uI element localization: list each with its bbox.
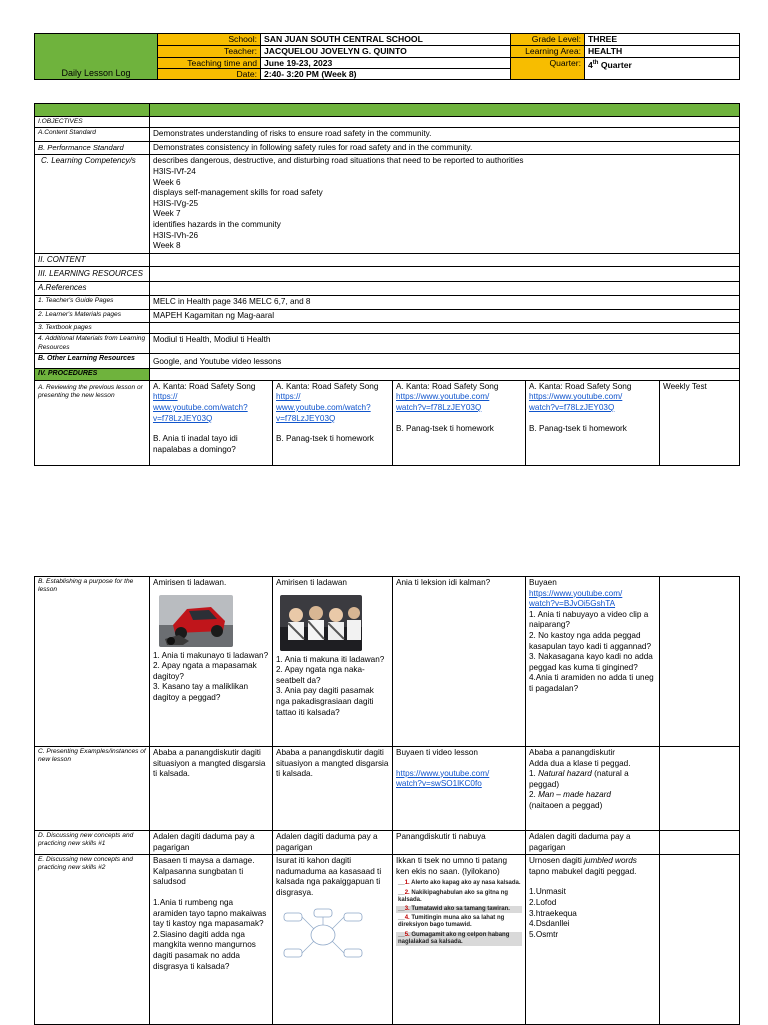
video-link[interactable]: watch?v=BJvOi5GshTA (529, 599, 616, 609)
establishing-question: 3. Nakasagana kayo kadi no adda peggad kas kuma ti gingined? (529, 652, 653, 672)
table-header-right (150, 104, 740, 117)
competency-value (150, 155, 740, 253)
school-label: School: (158, 34, 261, 46)
discussing2-instruction: Isurat iti kahon dagiti nadumaduma aa kasasaad ti kalsada nga pakaiggapuan ti disgrasya. (276, 856, 382, 897)
establishing-monday (150, 577, 273, 747)
discussing2-monday (150, 855, 273, 1025)
discussing1-thursday: Adalen dagiti daduma pay a pagarigan (526, 831, 660, 855)
tg-value: MELC in Health page 346 MELC 6,7, and 8 (150, 295, 740, 309)
concept-map-diagram (282, 907, 366, 963)
content-standard-value: Demonstrates understanding of risks to ensure road safety in the community. (150, 128, 740, 142)
hazard-name: Man – made hazard (538, 790, 611, 800)
song-title: A. Kanta: Road Safety Song (529, 381, 632, 391)
lesson-table-page1 (34, 103, 740, 466)
hazard-type: 1. Natural hazard (natural a peggad) (529, 769, 629, 789)
song-link[interactable]: v=f78LzJEY03Q (276, 413, 336, 423)
discussing2-instruction: Ikkan ti tsek no umno ti patang ken ekis no saan. (Iyilokano) (396, 856, 508, 876)
grade-label: Grade Level: (511, 34, 585, 46)
establishing-tuesday (273, 577, 393, 747)
lesson-table-page2 (34, 576, 740, 1025)
learning-resources-label: III. LEARNING RESOURCES (35, 267, 150, 282)
content-label: II. CONTENT (35, 253, 150, 267)
date-label: Date: (158, 69, 261, 80)
textbook-label: 3. Textbook pages (35, 323, 150, 334)
table-header-left (35, 104, 150, 117)
reviewing-label: A. Reviewing the previous lesson or presenting the new lesson (35, 380, 150, 465)
jumbled-word: 5.Osmtr (529, 929, 559, 939)
area-label: Learning Area: (511, 46, 585, 58)
teacher-label: Teacher: (158, 46, 261, 58)
tg-label: 1. Teacher's Guide Pages (35, 295, 150, 309)
competency-line: describes dangerous, destructive, and disturbing road situations that need to be reported to authorities (153, 156, 524, 166)
presenting-tuesday: Ababa a panangdiskutir dagiti situasiyon a mangted disgarsia ti kalsada. (273, 747, 393, 831)
content-standard-label: A.Content Standard (35, 128, 150, 142)
quarter-number: 4 (588, 59, 593, 70)
references-label: A.References (35, 282, 150, 296)
establishing-thursday (526, 577, 660, 747)
reviewing-wednesday (393, 380, 526, 465)
homework-check: B. Panag-tsek ti homework (396, 423, 494, 433)
performance-standard-label: B. Performance Standard (35, 141, 150, 155)
date-value: June 19-23, 2023 (261, 58, 511, 69)
song-link[interactable]: https:// (153, 392, 178, 402)
establishing-question: 4.Ania ti aramiden no adda ti uneg ti pagadalan? (529, 673, 654, 693)
reviewing-thursday (526, 380, 660, 465)
discussing2-instruction (529, 856, 656, 877)
jumbled-word: 2.Lofod (529, 897, 557, 907)
performance-standard-value: Demonstrates consistency in following safety rules for road safety and in the community. (150, 141, 740, 155)
establishing-friday (660, 577, 740, 747)
area-value: HEALTH (585, 46, 740, 58)
quarter-word: Quarter (598, 59, 632, 70)
instruction-part: tapno mabukel dagiti peggad. (529, 866, 637, 876)
presenting-thursday (526, 747, 660, 831)
learning-resources-value (150, 267, 740, 282)
competency-label: C. Learning Competency/s (35, 155, 150, 253)
other-resources-label: B. Other Learning Resources (35, 353, 150, 369)
time-label: Teaching time and (158, 58, 261, 69)
establishing-question: 3. Ania pay dagiti pasamak nga pakadisgrasiaan dagiti tattao iti kalsada? (276, 686, 374, 717)
dll-title: Daily Lesson Log (61, 68, 131, 78)
hazard-desc: (natural a peggad) (529, 769, 629, 789)
competency-line: H3IS-IVf-24 (153, 166, 196, 176)
discussing2-tuesday (273, 855, 393, 1025)
school-value: SAN JUAN SOUTH CENTRAL SCHOOL (261, 34, 511, 46)
establishing-question: 3. Kasano tay a maliklikan dagitoy a peggad? (153, 682, 249, 702)
discussing2-question: 2.Siasino dagiti adda nga mangkita wenno mangurnos dagiti pasamak no adda disgrasya ti kalsada? (153, 929, 256, 971)
video-link[interactable]: watch?v=swSO1lKC0fo (396, 779, 482, 789)
discussing2-label: E. Discussing new concepts and practicing new skills #2 (35, 855, 150, 1025)
establishing-title: Amirisen ti ladawan (276, 578, 347, 587)
establishing-text: Ania ti leksion idi kalman? (396, 578, 491, 587)
seatbelt-children-image (280, 595, 362, 651)
discussing2-wednesday (393, 855, 526, 1025)
hazard-desc: (naitaoen a peggad) (529, 800, 603, 810)
discussing2-intro: Basaen ti maysa a damage. Kalpasanna sungbatan ti saludsod (153, 856, 255, 887)
jumbled-word: 4.Dsdanllei (529, 919, 570, 929)
song-link[interactable]: v=f78LzJEY03Q (153, 413, 213, 423)
song-link[interactable]: https://www.youtube.com/ (529, 392, 623, 402)
song-link[interactable]: https:// (276, 392, 301, 402)
discussing2-thursday (526, 855, 660, 1025)
other-resources-value: Google, and Youtube video lessons (150, 353, 740, 369)
presenting-friday (660, 747, 740, 831)
song-link[interactable]: www.youtube.com/watch? (153, 402, 248, 412)
header-table (34, 33, 740, 80)
presenting-label: C. Presenting Examples/instances of new lesson (35, 747, 150, 831)
objectives-value (150, 117, 740, 128)
review-question: B. Ania ti inadal tayo idi napalabas a domingo? (153, 434, 238, 454)
establishing-question: 2. Apay ngata a mapasamak dagitoy? (153, 661, 257, 681)
content-value (150, 253, 740, 267)
weekly-test: Weekly Test (663, 381, 707, 391)
procedures-label: IV. PROCEDURES (35, 369, 150, 380)
establishing-question: 1. Ania ti nabuyayo a video clip a naiparang? (529, 609, 649, 630)
checklist-item: __3. Tumatawid ako sa tamang tawiran. (396, 906, 522, 913)
song-link[interactable]: www.youtube.com/watch? (276, 402, 371, 412)
procedures-value (150, 369, 740, 380)
reviewing-friday (660, 380, 740, 465)
car-crash-image (159, 595, 233, 647)
dll-title-cell (35, 34, 158, 80)
discussing2-question: 1.Ania ti rumbeng nga aramiden tayo tapno makaiwas tay ti kastoy nga mapasamak? (153, 897, 267, 929)
establishing-wednesday (393, 577, 526, 747)
hazard-name: Natural hazard (538, 769, 592, 779)
presenting-wednesday (393, 747, 526, 831)
competency-line: displays self-management skills for road safety (153, 188, 323, 198)
presenting-line: Adda dua a klase ti peggad. (529, 758, 631, 768)
competency-line: H3IS-IVh-26 (153, 230, 199, 240)
competency-line: H3IS-IVg-25 (153, 198, 199, 208)
establishing-title: Buyaen (529, 578, 557, 587)
discussing1-wednesday: Panangdiskutir ti nabuya (393, 831, 526, 855)
presenting-title: Buyaen ti video lesson (396, 748, 478, 757)
quarter-value (585, 58, 740, 80)
checklist-item: __1. Alerto ako kapag ako ay nasa kalsada. (398, 880, 521, 887)
homework-check: B. Panag-tsek ti homework (529, 423, 627, 433)
jumbled-word: 1.Unmasit (529, 887, 566, 897)
discussing1-friday (660, 831, 740, 855)
grade-value: THREE (585, 34, 740, 46)
checklist-item: __2. Nakikipaghabulan ako sa gitna ng kalsada. (398, 889, 509, 903)
video-link[interactable]: https://www.youtube.com/ (529, 588, 623, 598)
competency-line: Week 8 (153, 241, 181, 251)
quarter-suffix: th (592, 60, 599, 66)
references-value (150, 282, 740, 296)
reviewing-monday (150, 380, 273, 465)
establishing-title: Amirisen ti ladawan. (153, 578, 227, 587)
establishing-label: B. Establishing a purpose for the lesson (35, 577, 150, 747)
video-link[interactable]: https://www.youtube.com/ (396, 768, 490, 778)
checklist-item: __4. Tumitingin muna ako sa lahat ng direksiyon bago tumawid. (398, 915, 505, 929)
song-title: A. Kanta: Road Safety Song (396, 381, 499, 391)
textbook-value (150, 323, 740, 334)
instruction-italic: jumbled words (584, 856, 637, 866)
quarter-label-text: Quarter: (549, 58, 581, 68)
discussing1-tuesday: Adalen dagiti daduma pay a pagarigan (273, 831, 393, 855)
competency-line: Week 7 (153, 209, 181, 219)
discussing2-friday (660, 855, 740, 1025)
presenting-line: Ababa a panangdiskutir (529, 748, 616, 757)
jumbled-word: 3.htraekequa (529, 908, 577, 918)
lm-value: MAPEH Kagamitan ng Mag-aaral (150, 309, 740, 323)
hazard-type: 2. Man – made hazard (529, 790, 611, 800)
song-title: A. Kanta: Road Safety Song (153, 381, 256, 391)
discussing1-label: D. Discussing new concepts and practicing new skills #1 (35, 831, 150, 855)
discussing1-monday: Adalen dagiti daduma pay a pagarigan (150, 831, 273, 855)
lm-label: 2. Learner's Materials pages (35, 309, 150, 323)
teacher-value: JACQUELOU JOVELYN G. QUINTO (261, 46, 511, 58)
objectives-label: I.OBJECTIVES (35, 117, 150, 128)
homework-check: B. Panag-tsek ti homework (276, 434, 374, 444)
checklist (396, 880, 522, 946)
establishing-question: 1. Ania ti makunayo ti ladawan? (153, 650, 269, 660)
song-link[interactable]: watch?v=f78LzJEY03Q (396, 402, 482, 412)
additional-label: 4. Additional Materials from Learning Resources (35, 334, 150, 353)
time-value: 2:40- 3:20 PM (Week 8) (261, 69, 511, 80)
song-title: A. Kanta: Road Safety Song (276, 381, 379, 391)
song-link[interactable]: watch?v=f78LzJEY03Q (529, 402, 615, 412)
checklist-item: __5. Gumagamit ako ng celpon habang naglalakad sa kalsada. (396, 932, 522, 946)
establishing-question: 1. Ania ti makuna iti ladawan? (276, 654, 385, 664)
reviewing-tuesday (273, 380, 393, 465)
quarter-label (511, 58, 585, 80)
establishing-question: 2. No kastoy nga adda peggad kasapulan tayo kadi ti aggannad? (529, 630, 651, 651)
instruction-part: Urnosen dagiti (529, 856, 585, 866)
competency-line: Week 6 (153, 177, 181, 187)
additional-value: Modiul ti Health, Modiul ti Health (150, 334, 740, 353)
presenting-monday: Ababa a panangdiskutir dagiti situasiyon a mangted disgarsia ti kalsada. (150, 747, 273, 831)
competency-line: identifies hazards in the community (153, 219, 281, 229)
establishing-question: 2. Apay ngata nga naka-seatbelt da? (276, 665, 365, 685)
song-link[interactable]: https://www.youtube.com/ (396, 392, 490, 402)
